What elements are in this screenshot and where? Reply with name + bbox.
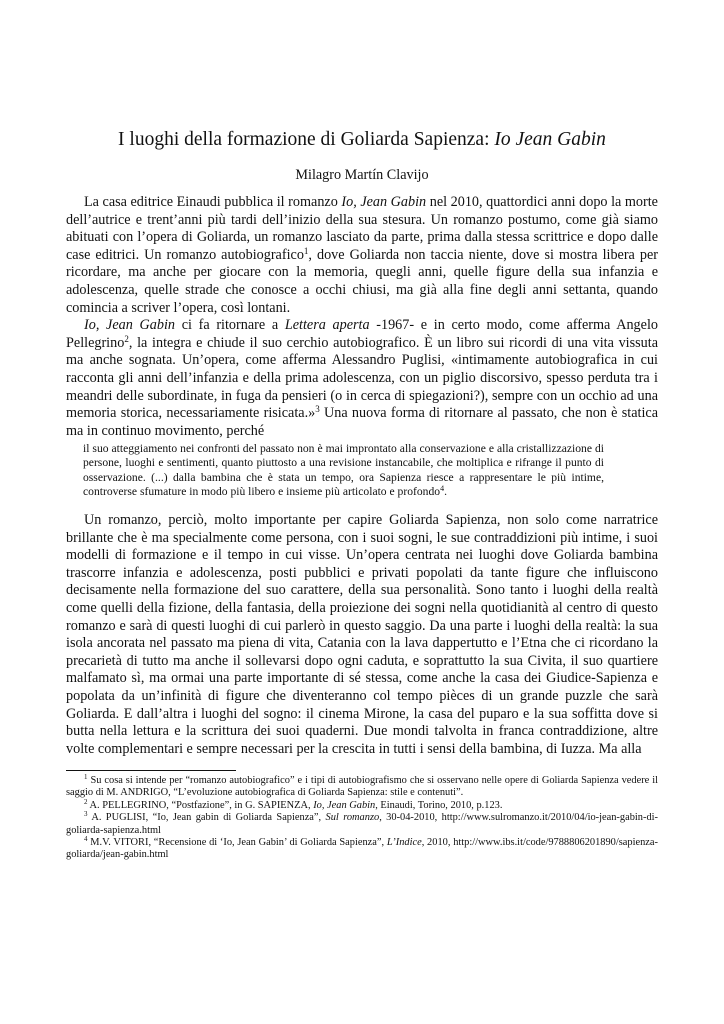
footnote-link[interactable]: , 2010, http://www.ibs.it/code/9788806201890/sapienza-goliarda/jean-gabin.html xyxy=(66,837,658,861)
footnote-text: A. PUGLISI, “Io, Jean gabin di Goliarda Sapienza”, xyxy=(87,812,326,824)
footnote-italic: L’Indice xyxy=(386,837,422,849)
footnote-text: , Einaudi, Torino, 2010, p.123. xyxy=(375,799,503,811)
footnote-text: M.V. VITORI, “Recensione di ‘Io, Jean Gabin’ di Goliarda Sapienza”, xyxy=(87,837,387,849)
footnote-ref-2[interactable]: 2 xyxy=(124,333,129,344)
p1-text-d: , dove Goliarda non taccia niente, dove si mostra libera per ricordare, ma anche per giocare con la memoria, quegli anni, quelle figure della sua infanzia e adolescenza, quelle strade che conosce a occhi chiusi, ma già alla fine degli anni settanta, quando comincia a scriver l’opera, così lontani. xyxy=(66,246,658,316)
author-name: Milagro Martín Clavijo xyxy=(295,167,429,183)
footnote-3 xyxy=(66,812,658,837)
p2-text-f: Una nuova forma di ritornare al passato, che non è statica ma in continuo movimento, perché xyxy=(66,405,658,439)
p2-text-e: , la integra e chiude il suo cerchio autobiografico. È un libro sui ricordi di una vita vissuta ma anche sognata. Un’opera, come afferma Alessandro Puglisi, «intimamente autobiografica in cui racconta gli anni dell’infanzia e della prima adolescenza, con un piglio discorsivo, spesso perduta tra i meandri delle subordinate, in fuga da pensieri (o in cerca di spiegazioni?), sempre con un occhio ad una memoria storica, necessariamente risicata.» xyxy=(66,334,658,422)
block-quote xyxy=(83,442,604,500)
paragraph-2 xyxy=(66,317,658,440)
footnote-4 xyxy=(66,837,658,862)
p1-italic-title: Io, Jean Gabin xyxy=(341,194,427,210)
footnote-italic: Io, Jean Gabin xyxy=(313,799,376,811)
p2-text-b: ci fa ritornare a xyxy=(175,317,285,334)
footnote-1 xyxy=(66,775,658,800)
footnotes xyxy=(66,775,658,862)
footnote-ref-1[interactable]: 1 xyxy=(303,245,309,256)
article-title xyxy=(66,128,658,152)
body-text-2 xyxy=(66,512,658,758)
paragraph-1 xyxy=(66,194,658,317)
footnote-text: Su cosa si intende per “romanzo autobiografico” e i tipi di autobiografismo che si osservano nelle opere di Goliarda Sapienza vedere il saggio di M. ANDRIGO, “L’evoluzione autobiografica di Goliarda Sapienza: stile e contenuti”. xyxy=(66,775,658,799)
footnote-link[interactable]: , 30-04-2010, http://www.sulromanzo.it/2010/04/io-jean-gabin-di-goliarda-sapienza.html xyxy=(66,812,658,836)
footnote-number: 2 xyxy=(84,797,88,806)
title-text: I luoghi della formazione di Goliarda Sapienza: xyxy=(118,129,495,150)
title-italic: Io Jean Gabin xyxy=(494,129,606,150)
footnote-number: 3 xyxy=(84,810,88,819)
paragraph-3: Un romanzo, perciò, molto importante per capire Goliarda Sapienza, non solo come narratrice brillante che è ma specialmente come persona, con i suoi sogni, le sue contraddizioni più intime, i suoi modelli di formazione e il tempo in cui visse. Un’opera centrata nei luoghi dove Goliarda bambina trascorre infanzia e adolescenza, posti pubblici e privati popolati da tante figure che influiscono decisamente nella formazione del suo carattere, della sua personalità. Sono tanto i luoghi della realtà come quelli della fizione, della fantasia, della proiezione dei sogni nella quotidianità al centro di questo romanzo e sarà di questi luoghi di cui parlerò in questo saggio. Da una parte i luoghi della realtà: la sua isola ancorata nel passato ma piena di vita, Catania con la lava dappertutto e l’Etna che ci ricordano la precarietà di tutto ma anche il sollevarsi dopo ogni caduta, e soprattutto la sua Civita, il suo quartiere malfamato sì, ma ormai una parte importante di sé stessa, come anche la casa dei Giudice-Sapienza e popolata da un’infinità di figure che diventeranno col tempo pièces di un grande puzzle che sarà Goliarda. E dall’altra i luoghi del sogno: il cinema Mirone, la casa del puparo e la sua soffitta dove si butta nella lettura e la scrittura dei suoi quaderni. Due mondi talvolta in franca contraddizione, altre volte complementari e sempre necessari per la crescita in tutti i sensi della bambina, di Iuzza. Ma alla xyxy=(66,512,658,757)
footnote-number: 4 xyxy=(84,835,88,844)
footnote-italic: Sul romanzo xyxy=(325,812,380,824)
p1-text-c: nel 2010, quattordici anni dopo la morte dell’autrice e trent’anni più tardi dell’inizio della sua stesura. Un romanzo postumo, come già siamo abituati con l’opera di Goliarda, un romanzo lasciato da parte, prima dalla stessa scrittrice e dopo dalle case editrici. Un romanzo autobiografico xyxy=(66,194,658,263)
p2-italic-title: Io, Jean Gabin xyxy=(84,317,175,334)
footnote-ref-3[interactable]: 3 xyxy=(315,404,320,415)
quote-text: il suo atteggiamento nei confronti del passato non è mai improntato alla conservazione e alla cristallizzazione di persone, luoghi e sentimenti, quanto piuttosto a una revisione instancabile, che moltiplica e rifrange il punto di osservazione. (...) dalla bambina che è stata un tempo, ora Sapienza riesce a rappresentare le più intime, controverse sfumature in modo più libero e insieme più articolato e profondo xyxy=(83,442,604,499)
footnote-text: A. PELLEGRINO, “Postfazione”, in G. SAPIENZA, xyxy=(87,799,314,811)
footnote-2 xyxy=(66,797,658,812)
p2-text-d: -1967- e in certo modo, come afferma Angelo Pellegrino xyxy=(66,317,658,351)
p2-italic-lettera: Lettera aperta xyxy=(284,317,370,334)
quote-end: . xyxy=(444,485,447,499)
footnote-ref-4[interactable]: 4 xyxy=(440,484,445,494)
body-text xyxy=(66,194,658,440)
footnote-separator xyxy=(66,770,236,771)
footnote-number: 1 xyxy=(84,773,88,781)
p1-text-a: La casa editrice Einaudi pubblica il romanzo xyxy=(84,194,342,210)
